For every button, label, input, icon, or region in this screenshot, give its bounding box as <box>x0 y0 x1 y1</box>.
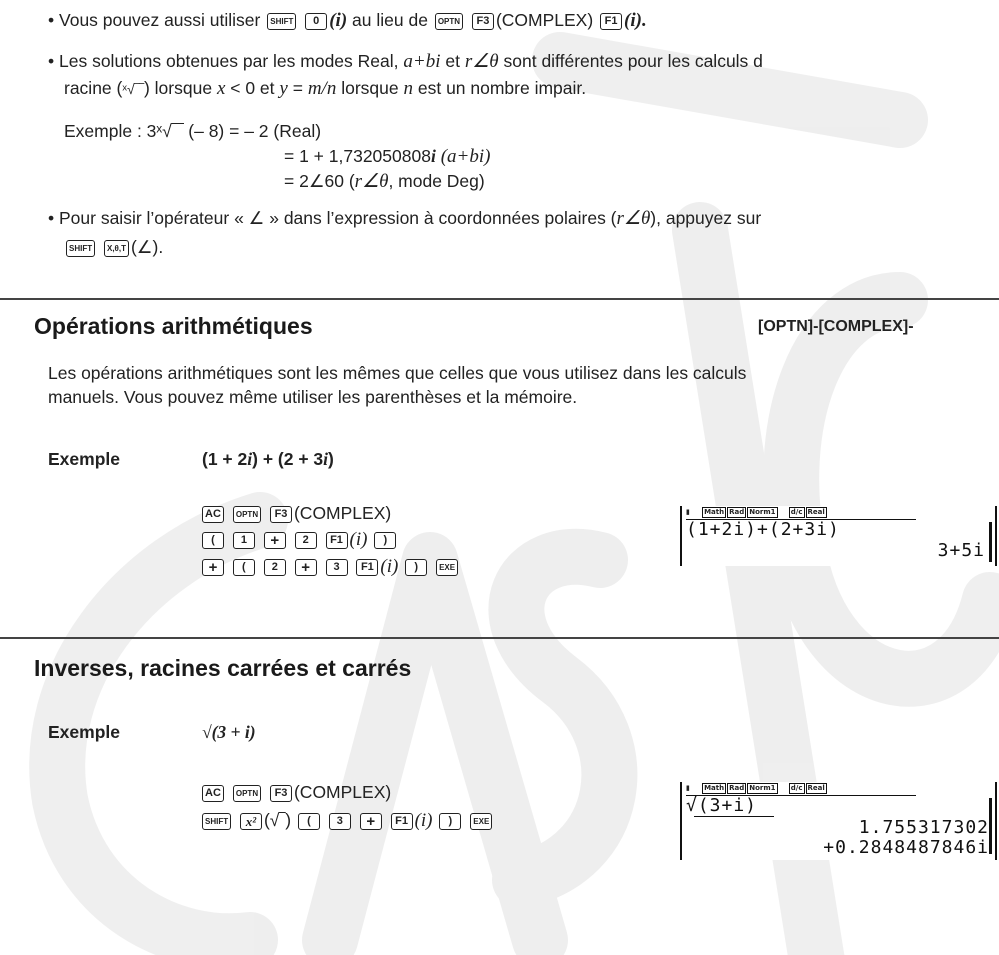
status-norm: Norm1 <box>749 508 776 516</box>
text: , mode Deg) <box>388 171 485 191</box>
math-x: x <box>216 78 226 99</box>
i-label-2: (i). <box>624 10 647 31</box>
angle-label: (∠). <box>130 237 164 257</box>
example-label: Exemple <box>48 449 120 469</box>
text: ) lorsque <box>143 78 213 98</box>
text: = <box>292 78 303 98</box>
complex-label: (COMPLEX) <box>293 782 392 802</box>
scroll-cursor <box>989 798 992 854</box>
three-key: 3 <box>326 559 348 576</box>
math-mn: m/n <box>307 78 337 99</box>
open-paren-key: ( <box>202 532 224 549</box>
status-real: Real <box>807 784 825 792</box>
example-line-1: Exemple : 3ˣ√‾‾ (– 8) = – 2 (Real) <box>64 121 322 141</box>
screen-input: √(3+i) <box>686 795 758 816</box>
keys-row-1 <box>200 781 391 803</box>
status-rad: Rad <box>729 784 745 792</box>
x-squared-key: x² <box>240 813 262 830</box>
ac-key: AC <box>202 506 224 523</box>
bullet-dot: • <box>48 10 59 30</box>
text: Les solutions obtenues par les modes Real, <box>59 51 399 71</box>
one-key: 1 <box>233 532 255 549</box>
calculator-screen-2 <box>680 782 997 860</box>
shift-key: SHIFT <box>267 13 296 30</box>
text: (1 + 2 <box>202 449 248 469</box>
math-abi: (a+bi) <box>440 146 491 167</box>
bullet-3-line-2 <box>64 236 163 258</box>
shift-key: SHIFT <box>202 813 231 830</box>
f3-key: F3 <box>270 506 292 523</box>
optn-key: OPTN <box>233 506 261 523</box>
text: racine ( <box>64 78 123 98</box>
two-key: 2 <box>295 532 317 549</box>
math-i: i <box>323 449 329 469</box>
status-bar <box>686 507 828 518</box>
text: sont différentes pour les calculs d <box>503 51 763 71</box>
exe-key: EXE <box>470 813 492 830</box>
menu-path <box>758 318 914 336</box>
math-abi: a+bi <box>403 51 441 72</box>
keys-row-3 <box>200 555 460 578</box>
zero-key: 0 <box>305 13 327 30</box>
status-rad: Rad <box>729 508 745 516</box>
shift-key: SHIFT <box>66 240 95 257</box>
example-line-3 <box>284 170 485 193</box>
text: = 2∠60 ( <box>284 171 355 191</box>
screen-result: 3+5i <box>937 540 985 561</box>
example-expression <box>202 448 334 470</box>
bullet-1 <box>48 9 647 32</box>
plus-key: + <box>202 559 224 576</box>
optn-key: OPTN <box>435 13 463 30</box>
bullet-dot: • <box>48 208 59 228</box>
status-real: Real <box>807 508 825 516</box>
f3-key: F3 <box>472 13 494 30</box>
close-paren-key: ) <box>374 532 396 549</box>
i-label: (i) <box>349 529 368 550</box>
i-label: (i) <box>380 556 399 577</box>
bullet-2-line-1 <box>48 50 763 73</box>
example-expression <box>202 721 256 743</box>
section-title-arithmetic: Opérations arithmétiques <box>34 313 313 339</box>
open-paren-key: ( <box>298 813 320 830</box>
status-math: Math <box>704 784 725 792</box>
math-n: n <box>403 78 413 99</box>
f1-key: F1 <box>356 559 378 576</box>
f1-key: F1 <box>391 813 413 830</box>
text: ) + (2 + 3 <box>252 449 324 469</box>
text: ), appuyez sur <box>650 208 762 228</box>
exe-key: EXE <box>436 559 458 576</box>
status-bar <box>686 783 828 794</box>
complex-label: (COMPLEX) <box>495 10 594 30</box>
example-label: Exemple <box>48 722 120 742</box>
screen-input: (1+2i)+(2+3i) <box>686 519 840 540</box>
close-paren-key: ) <box>439 813 461 830</box>
bullet-1-mid: au lieu de <box>352 10 428 30</box>
math-sqrt: √(3 + i) <box>202 722 256 742</box>
plus-key: + <box>264 532 286 549</box>
example-line-2 <box>284 145 490 168</box>
status-math: Math <box>704 508 725 516</box>
battery-icon: ▮ <box>686 784 690 792</box>
calculator-screen-1 <box>680 506 997 566</box>
menu-path-optn: [OPTN] <box>758 318 814 335</box>
text: lorsque <box>341 78 399 98</box>
battery-icon: ▮ <box>686 508 690 516</box>
sqrt-label: (√‾) <box>263 810 292 830</box>
text: est un nombre impair. <box>417 78 587 98</box>
status-dc: d/c <box>790 784 803 792</box>
math-polar: r∠θ <box>464 51 499 72</box>
optn-key: OPTN <box>233 785 261 802</box>
section-divider-1 <box>0 298 999 300</box>
math-i: i <box>430 146 436 166</box>
xtt-key: X,θ,T <box>104 240 129 257</box>
menu-path-complex: -[COMPLEX]- <box>813 318 914 335</box>
ac-key: AC <box>202 785 224 802</box>
section-1-para-1: Les opérations arithmétiques sont les mêmes que celles que vous utilisez dans les calculs <box>48 363 747 383</box>
math-y: y <box>279 78 288 99</box>
open-paren-key: ( <box>233 559 255 576</box>
three-key: 3 <box>329 813 351 830</box>
text: ) <box>328 449 334 469</box>
math-i: i <box>247 449 253 469</box>
section-1-para-2: manuels. Vous pouvez même utiliser les parenthèses et la mémoire. <box>48 387 578 407</box>
math-polar: r∠θ <box>354 171 389 192</box>
i-label: (i) <box>414 810 433 831</box>
f3-key: F3 <box>270 785 292 802</box>
bullet-dot: • <box>48 51 59 71</box>
section-divider-2 <box>0 637 999 639</box>
screen-result-line-2: +0.2848487846i <box>823 837 989 858</box>
bullet-2-line-2 <box>64 77 586 100</box>
two-key: 2 <box>264 559 286 576</box>
text: Pour saisir l’opérateur « ∠ » dans l’expression à coordonnées polaires ( <box>59 208 617 228</box>
f1-key: F1 <box>600 13 622 30</box>
bullet-3-line-1 <box>48 207 761 230</box>
root-symbol: ˣ√‾‾ <box>122 81 144 97</box>
i-label: (i) <box>329 10 348 31</box>
close-paren-key: ) <box>405 559 427 576</box>
screen-result-line-1: 1.755317302 <box>858 817 989 838</box>
complex-label: (COMPLEX) <box>293 503 392 523</box>
sqrt-underline <box>694 816 774 817</box>
plus-key: + <box>295 559 317 576</box>
status-norm: Norm1 <box>749 784 776 792</box>
math-polar: r∠θ <box>616 208 651 229</box>
keys-row-1 <box>200 502 391 524</box>
keys-row-2 <box>200 528 398 551</box>
keys-row-2 <box>200 809 494 832</box>
f1-key: F1 <box>326 532 348 549</box>
text: et <box>445 51 460 71</box>
section-title-roots: Inverses, racines carrées et carrés <box>34 655 412 681</box>
bullet-1-prefix: Vous pouvez aussi utiliser <box>59 10 261 30</box>
status-dc: d/c <box>790 508 803 516</box>
scroll-cursor <box>989 522 992 562</box>
text: < 0 et <box>230 78 275 98</box>
plus-key: + <box>360 813 382 830</box>
text: = 1 + 1,732050808 <box>284 146 431 166</box>
